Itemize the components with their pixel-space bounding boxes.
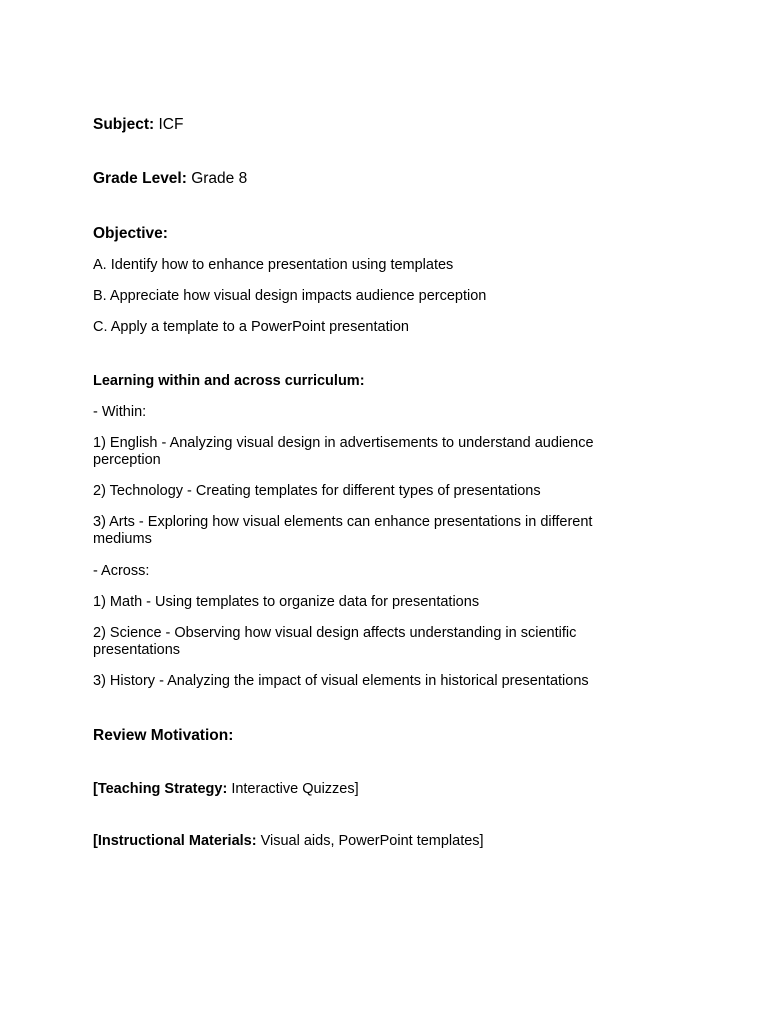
teaching-strategy-label: [Teaching Strategy: <box>93 781 228 797</box>
instructional-materials-label: [Instructional Materials: <box>93 833 257 849</box>
across-item: 2) Science - Observing how visual design affects understanding in scientific presentations <box>93 625 577 658</box>
teaching-strategy-line <box>93 781 359 798</box>
across-item: 3) History - Analyzing the impact of visual elements in historical presentations <box>93 673 589 689</box>
subject-label: Subject: <box>93 116 155 133</box>
within-item: 3) Arts - Exploring how visual elements can enhance presentations in different mediums <box>93 514 593 547</box>
review-motivation-heading: Review Motivation: <box>93 727 234 744</box>
grade-level-value: Grade 8 <box>191 170 248 187</box>
objective-item: A. Identify how to enhance presentation using templates <box>93 257 454 273</box>
teaching-strategy-value: Interactive Quizzes] <box>231 781 359 797</box>
grade-level-label: Grade Level: <box>93 170 187 187</box>
subject-value: ICF <box>158 116 184 133</box>
across-item: 1) Math - Using templates to organize data for presentations <box>93 594 480 610</box>
grade-level-line <box>93 170 247 187</box>
objective-item: C. Apply a template to a PowerPoint presentation <box>93 319 409 335</box>
objective-heading: Objective: <box>93 225 168 242</box>
within-label: - Within: <box>93 404 147 420</box>
objective-item: B. Appreciate how visual design impacts audience perception <box>93 288 487 304</box>
within-item: 2) Technology - Creating templates for different types of presentations <box>93 483 541 499</box>
instructional-materials-value: Visual aids, PowerPoint templates] <box>260 833 484 849</box>
within-item: 1) English - Analyzing visual design in advertisements to understand audience perception <box>93 435 594 468</box>
learning-heading: Learning within and across curriculum: <box>93 373 365 389</box>
instructional-materials-line <box>93 833 484 850</box>
across-label: - Across: <box>93 563 150 579</box>
subject-line <box>93 116 183 133</box>
